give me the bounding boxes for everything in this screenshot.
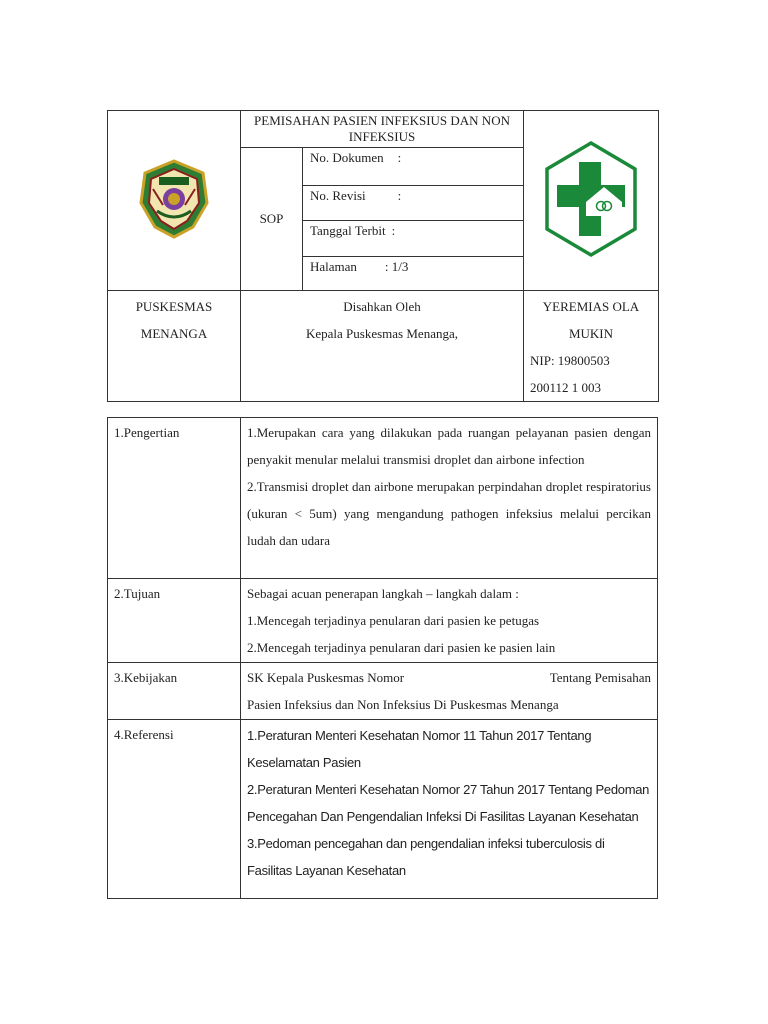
referensi-item-3: 3.Pedoman pencegahan dan pengendalian infeksi tuberculosis di Fasilitas Layanan Kesehatan — [247, 836, 605, 878]
field-label: Halaman — [310, 259, 357, 274]
kebijakan-text-b: Tentang Pemisahan — [549, 670, 651, 685]
field-separator: : 1/3 — [384, 259, 409, 274]
sop-content-table — [107, 417, 658, 899]
approval-block — [241, 291, 524, 402]
signer-block — [524, 291, 659, 402]
document-title: PEMISAHAN PASIEN INFEKSIUS DAN NON INFEKSIUS — [241, 111, 524, 148]
referensi-item-1: 1.Peraturan Menteri Kesehatan Nomor 11 Tahun 2017 Tentang Keselamatan Pasien — [247, 728, 592, 770]
field-separator: : — [391, 223, 396, 238]
section-content-referensi — [241, 720, 658, 899]
field-tanggal-terbit — [303, 221, 524, 257]
referensi-item-2: 2.Peraturan Menteri Kesehatan Nomor 27 Tahun 2017 Tentang Pedoman Pencegahan Dan Pengendalian Infeksi Di Fasilitas Layanan Kesehatan — [247, 782, 650, 824]
section-content-tujuan — [241, 579, 658, 663]
approval-line-1: Disahkan Oleh — [343, 299, 421, 314]
field-halaman — [303, 257, 524, 291]
kebijakan-line-1 — [247, 664, 651, 691]
section-content-pengertian — [241, 418, 658, 579]
sop-header-table — [107, 110, 659, 402]
section-content-kebijakan — [241, 663, 658, 720]
table-row — [108, 418, 658, 579]
field-label: No. Dokumen — [310, 150, 384, 165]
field-no-dokumen — [303, 148, 524, 186]
approval-line-2: Kepala Puskesmas Menanga, — [306, 326, 458, 341]
puskesmas-green-cross-logo — [544, 140, 638, 258]
left-logo-cell — [108, 111, 241, 291]
section-label-referensi: 4.Referensi — [108, 720, 241, 899]
field-label: No. Revisi — [310, 188, 366, 203]
section-label-tujuan: 2.Tujuan — [108, 579, 241, 663]
org-line-2: MENANGA — [140, 326, 208, 341]
section-label-pengertian: 1.Pengertian — [108, 418, 241, 579]
table-row — [108, 663, 658, 720]
signer-name-line-2: MUKIN — [568, 326, 614, 341]
field-label: Tanggal Terbit — [310, 223, 386, 238]
organization-name — [108, 291, 241, 402]
regency-emblem-logo — [137, 159, 211, 239]
signer-name-line-1: YEREMIAS OLA — [542, 299, 640, 314]
sop-label: SOP — [241, 148, 303, 291]
pengertian-paragraph-1: 1.Merupakan cara yang dilakukan pada ruangan pelayanan pasien dengan penyakit menular melalui transmisi droplet dan airbone infection — [247, 425, 651, 467]
table-row — [108, 720, 658, 899]
section-label-kebijakan: 3.Kebijakan — [108, 663, 241, 720]
field-separator: : — [397, 150, 402, 165]
field-no-revisi — [303, 186, 524, 221]
org-line-1: PUSKESMAS — [135, 299, 213, 314]
signer-nip-2: 200112 1 003 — [530, 380, 602, 395]
pengertian-paragraph-2: 2.Transmisi droplet dan airbone merupakan perpindahan droplet respiratorius (ukuran < 5um) yang mengandung pathogen infeksius melalui percikan ludah dan udara — [247, 479, 651, 548]
right-logo-cell — [524, 111, 659, 291]
tujuan-item-2: 2.Mencegah terjadinya penularan dari pasien ke pasien lain — [247, 640, 556, 655]
tujuan-intro: Sebagai acuan penerapan langkah – langkah dalam : — [247, 586, 519, 601]
field-separator: : — [397, 188, 402, 203]
tujuan-item-1: 1.Mencegah terjadinya penularan dari pasien ke petugas — [247, 613, 540, 628]
signer-nip-1: NIP: 19800503 — [530, 353, 610, 368]
kebijakan-text-c: Pasien Infeksius dan Non Infeksius Di Puskesmas Menanga — [247, 697, 559, 712]
table-row — [108, 579, 658, 663]
kebijakan-text-a: SK Kepala Puskesmas Nomor — [247, 670, 405, 685]
